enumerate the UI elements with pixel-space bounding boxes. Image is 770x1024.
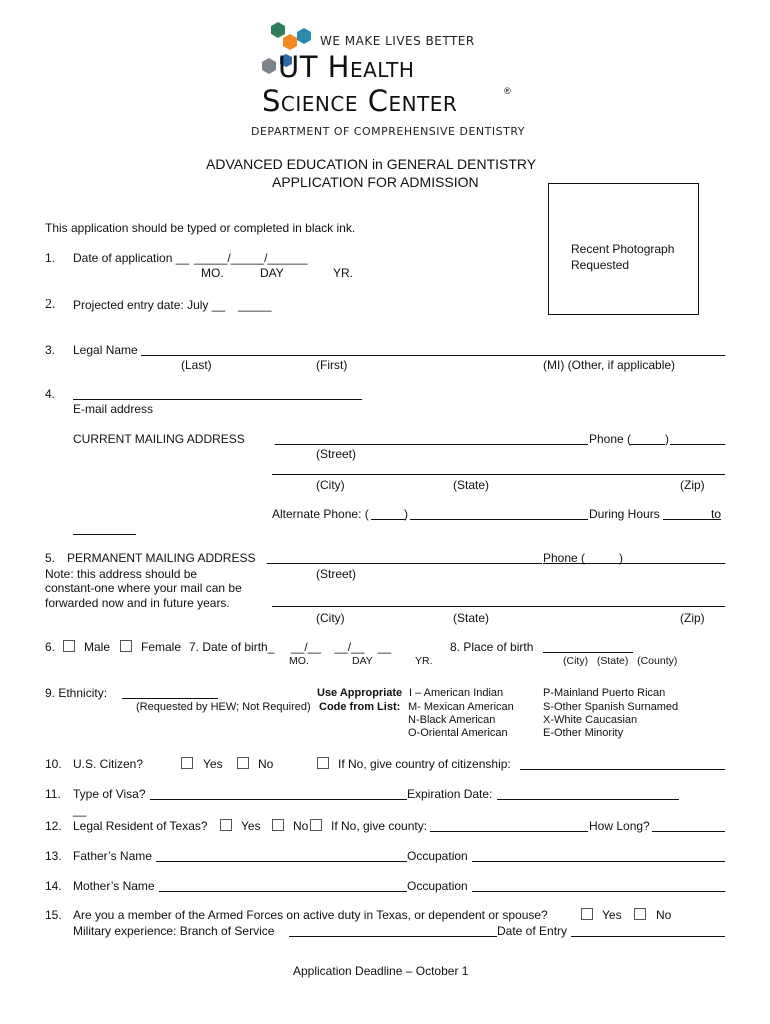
resident-no-checkbox[interactable]	[272, 819, 284, 831]
q1-number: 1.	[45, 251, 56, 265]
use-appropriate: Use Appropriate	[317, 687, 403, 699]
logo-hex-gray	[262, 58, 276, 74]
visa-expiration-label: Expiration Date:	[407, 787, 493, 801]
resident-no-label: No	[293, 819, 309, 833]
citizen-yes-label: Yes	[203, 757, 223, 771]
mother-name-line[interactable]	[159, 891, 407, 892]
form-title-line2: APPLICATION FOR ADMISSION	[272, 174, 479, 190]
father-name-line[interactable]	[156, 861, 407, 862]
q5-zip: (Zip)	[680, 611, 705, 625]
q11-label: Type of Visa?	[73, 787, 146, 801]
military-label: Military experience: Branch of Service	[73, 924, 275, 938]
current-state: (State)	[453, 478, 490, 492]
current-city: (City)	[316, 478, 345, 492]
permanent-city-line[interactable]	[272, 606, 725, 607]
current-phone-area[interactable]	[630, 444, 665, 445]
code-left-3: O-Oriental American	[408, 727, 508, 739]
current-phone-close: )	[665, 432, 669, 446]
dob-blanks[interactable]: __/__ __/__ __	[291, 640, 392, 654]
logo-department: DEPARTMENT OF COMPREHENSIVE DENTISTRY	[251, 125, 525, 138]
citizen-yes-checkbox[interactable]	[181, 757, 193, 769]
q5-street-caption: (Street)	[316, 567, 357, 581]
permanent-phone-line[interactable]	[543, 563, 725, 564]
mother-occupation-label: Occupation	[407, 879, 468, 893]
father-occupation-label: Occupation	[407, 849, 468, 863]
citizenship-ifno-label: If No, give country of citizenship:	[338, 757, 511, 771]
q15-label: Are you a member of the Armed Forces on active duty in Texas, or dependent or spouse?	[73, 908, 548, 922]
resident-county-checkbox[interactable]	[310, 819, 322, 831]
permanent-street-line[interactable]	[267, 563, 542, 564]
q12-number: 12.	[45, 819, 62, 833]
q10-number: 10.	[45, 757, 62, 771]
date-of-entry-label: Date of Entry	[497, 924, 568, 938]
female-checkbox[interactable]	[120, 640, 132, 652]
current-zip: (Zip)	[680, 478, 705, 492]
q5-phone-close: )	[619, 551, 623, 565]
mother-occupation-line[interactable]	[472, 891, 725, 892]
during-to-line[interactable]	[73, 534, 136, 535]
father-occupation-line[interactable]	[472, 861, 725, 862]
citizenship-country-line[interactable]	[520, 769, 725, 770]
branch-of-service-line[interactable]	[289, 936, 497, 937]
dob-label: 7. Date of birth_	[189, 640, 275, 654]
during-to: to	[711, 507, 722, 521]
code-right-1: S-Other Spanish Surnamed	[543, 701, 679, 713]
q5-state: (State)	[453, 611, 490, 625]
dob-mo: MO.	[289, 655, 309, 667]
alt-phone-label: Alternate Phone: (	[272, 507, 369, 521]
q11-extra: __	[73, 803, 87, 817]
q1-day: DAY	[260, 266, 284, 280]
place-of-birth-label: 8. Place of birth	[450, 640, 534, 654]
q10-label: U.S. Citizen?	[73, 757, 144, 771]
citizenship-ifno-checkbox[interactable]	[317, 757, 329, 769]
q3-label: Legal Name	[73, 343, 138, 357]
during-hours-label: During Hours	[589, 507, 660, 521]
q2-label: Projected entry date: July __	[73, 298, 226, 312]
logo-tagline: WE MAKE LIVES BETTER	[320, 34, 475, 48]
female-label: Female	[141, 640, 182, 654]
q13-label: Father’s Name	[73, 849, 152, 863]
email-label: E-mail address	[73, 402, 154, 416]
male-label: Male	[84, 640, 111, 654]
q14-number: 14.	[45, 879, 62, 893]
q1-label: Date of application __	[73, 251, 190, 265]
q5-phone-label: Phone (	[543, 551, 586, 565]
photo-label: Recent Photograph Requested	[571, 242, 675, 272]
q11-number: 11.	[45, 787, 61, 801]
resident-county-line[interactable]	[430, 831, 588, 832]
q5-label: PERMANENT MAILING ADDRESS	[67, 551, 256, 565]
email-line[interactable]	[73, 399, 362, 400]
citizen-no-label: No	[258, 757, 274, 771]
application-deadline: Application Deadline – October 1	[293, 964, 469, 978]
current-street-line[interactable]	[275, 444, 588, 445]
q12-label: Legal Resident of Texas?	[73, 819, 208, 833]
q3-mi: (MI) (Other, if applicable)	[543, 358, 676, 372]
q1-date-blanks[interactable]: _____/_____/______	[194, 251, 308, 265]
q1-mo: MO.	[201, 266, 224, 280]
q4-number: 4.	[45, 387, 56, 401]
q13-number: 13.	[45, 849, 62, 863]
ethnicity-line[interactable]	[122, 698, 218, 699]
current-street-caption: (Street)	[316, 447, 357, 461]
resident-county-label: If No, give county:	[331, 819, 428, 833]
current-phone-label: Phone (	[589, 432, 632, 446]
logo-line1: UT Health	[278, 50, 415, 84]
current-address-label: CURRENT MAILING ADDRESS	[73, 432, 245, 446]
how-long-label: How Long?	[589, 819, 650, 833]
q3-first: (First)	[316, 358, 348, 372]
code-left-0: I – American Indian	[409, 687, 504, 699]
male-checkbox[interactable]	[63, 640, 75, 652]
ethnicity-label: 9. Ethnicity:	[45, 686, 108, 700]
q14-label: Mother’s Name	[73, 879, 155, 893]
ethnicity-requested: (Requested by HEW; Not Required)	[136, 701, 311, 713]
armed-no-checkbox[interactable]	[634, 908, 646, 920]
code-left-2: N-Black American	[408, 714, 496, 726]
q5-note-3: forwarded now and in future years.	[45, 596, 230, 610]
code-right-0: P-Mainland Puerto Rican	[543, 687, 666, 699]
logo-hex-green	[271, 22, 285, 38]
current-city-line[interactable]	[272, 474, 725, 475]
during-hours-line[interactable]	[663, 519, 711, 520]
armed-yes-checkbox[interactable]	[581, 908, 593, 920]
dob-yr: YR.	[415, 655, 433, 667]
q2-entry-blank[interactable]: _____	[238, 298, 272, 312]
q3-last: (Last)	[181, 358, 212, 372]
q3-number: 3.	[45, 343, 56, 357]
alt-phone-close: )	[404, 507, 408, 521]
alt-phone-area[interactable]	[371, 519, 406, 520]
armed-no-label: No	[656, 908, 672, 922]
place-of-birth-line[interactable]	[543, 652, 633, 653]
intro-text: This application should be typed or completed in black ink.	[45, 221, 356, 235]
logo-line2: Science Center	[262, 84, 458, 118]
form-title-line1: ADVANCED EDUCATION in GENERAL DENTISTRY	[206, 156, 537, 172]
code-left-1: M- Mexican American	[408, 701, 514, 713]
logo-registered: ®	[504, 86, 511, 96]
q5-city: (City)	[316, 611, 345, 625]
alt-phone-line[interactable]	[410, 519, 588, 520]
visa-type-line[interactable]	[150, 799, 407, 800]
q5-number: 5.	[45, 551, 56, 565]
date-of-entry-line[interactable]	[571, 936, 725, 937]
resident-yes-label: Yes	[241, 819, 261, 833]
legal-name-line[interactable]	[141, 355, 725, 356]
q5-note-2: constant-one where your mail can be	[45, 581, 242, 595]
visa-expiration-line[interactable]	[497, 799, 679, 800]
logo-hex-teal	[297, 28, 311, 44]
logo-hex-orange	[283, 34, 297, 50]
q1-yr: YR.	[333, 266, 354, 280]
q2-number: 2.	[45, 297, 56, 312]
q5-note-1: Note: this address should be	[45, 567, 198, 581]
resident-yes-checkbox[interactable]	[220, 819, 232, 831]
q15-number: 15.	[45, 908, 62, 922]
place-of-birth-sub: (City) (State) (County)	[563, 655, 678, 667]
current-phone-line[interactable]	[670, 444, 725, 445]
how-long-line[interactable]	[652, 831, 725, 832]
dob-day: DAY	[352, 655, 373, 667]
code-from-list: Code from List:	[319, 701, 401, 713]
armed-yes-label: Yes	[602, 908, 622, 922]
code-right-3: E-Other Minority	[543, 727, 624, 739]
code-right-2: X-White Caucasian	[543, 714, 638, 726]
citizen-no-checkbox[interactable]	[237, 757, 249, 769]
q6-number: 6.	[45, 640, 56, 654]
